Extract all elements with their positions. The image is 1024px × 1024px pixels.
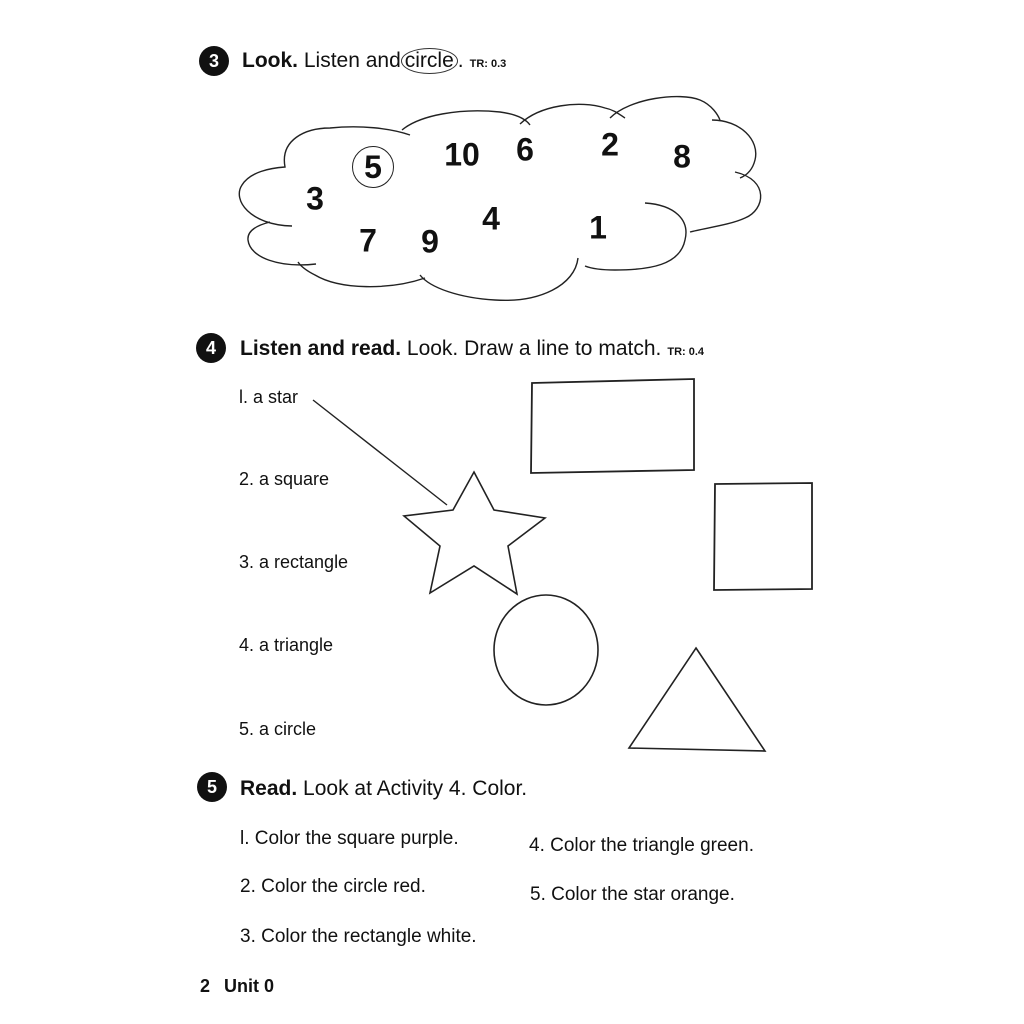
circled-number: 5 [352, 146, 394, 188]
activity-5-number-badge: 5 [197, 772, 227, 802]
cloud-number-6[interactable]: 6 [516, 131, 534, 168]
match-item-square[interactable]: 2. a square [239, 469, 330, 489]
match-line [313, 400, 447, 505]
page-footer [200, 976, 274, 997]
activity-3-track-label: TR: 0.3 [469, 58, 507, 70]
rectangle-shape [531, 379, 694, 473]
unit-label: Unit 0 [224, 976, 275, 996]
activity-4-title-rest: Look. Draw a line to match. [406, 337, 662, 360]
activity-3-title-circled-word: circle [401, 48, 458, 74]
cloud-number-4[interactable]: 4 [482, 200, 500, 237]
activity-5-title-bold: Read. [240, 777, 298, 800]
activity-3-title-bold: Look. [242, 49, 298, 72]
activity-5-title-rest: Look at Activity 4. Color. [303, 777, 528, 800]
cloud-number-7[interactable]: 7 [359, 222, 377, 259]
activity-3-title-end: . [457, 49, 464, 72]
cloud-number-5[interactable] [352, 146, 394, 188]
activity-4-heading [240, 337, 704, 361]
cloud-number-1[interactable]: 1 [589, 209, 607, 246]
activity-4-number-badge: 4 [196, 333, 226, 363]
cloud-number-10[interactable]: 10 [444, 136, 480, 173]
triangle-shape [629, 648, 765, 751]
color-instruction-2: 2. Color the circle red. [240, 876, 426, 897]
activity-5-heading [240, 777, 527, 801]
circle-shape [494, 595, 598, 705]
activity-3-title-rest: Listen and [303, 49, 401, 72]
cloud-number-3[interactable]: 3 [306, 180, 324, 217]
cloud-number-8[interactable]: 8 [673, 138, 691, 175]
color-instruction-5: 5. Color the star orange. [530, 884, 735, 905]
activity-3-number-badge: 3 [199, 46, 229, 76]
activity-4-title-bold: Listen and read. [240, 337, 402, 360]
activity-4-track-label: TR: 0.4 [667, 346, 705, 358]
cloud-number-9[interactable]: 9 [421, 223, 439, 260]
match-item-rectangle[interactable]: 3. a rectangle [239, 552, 349, 572]
page-number: 2 [200, 976, 211, 996]
color-instruction-1: l. Color the square purple. [240, 828, 459, 849]
star-shape [404, 472, 545, 594]
color-instruction-3: 3. Color the rectangle white. [240, 926, 477, 947]
cloud-number-2[interactable]: 2 [601, 126, 619, 163]
square-shape [714, 483, 812, 590]
color-instruction-4: 4. Color the triangle green. [529, 835, 754, 856]
match-item-triangle[interactable]: 4. a triangle [239, 635, 334, 655]
match-item-star[interactable]: l. a star [239, 387, 299, 407]
match-item-circle[interactable]: 5. a circle [239, 719, 317, 739]
